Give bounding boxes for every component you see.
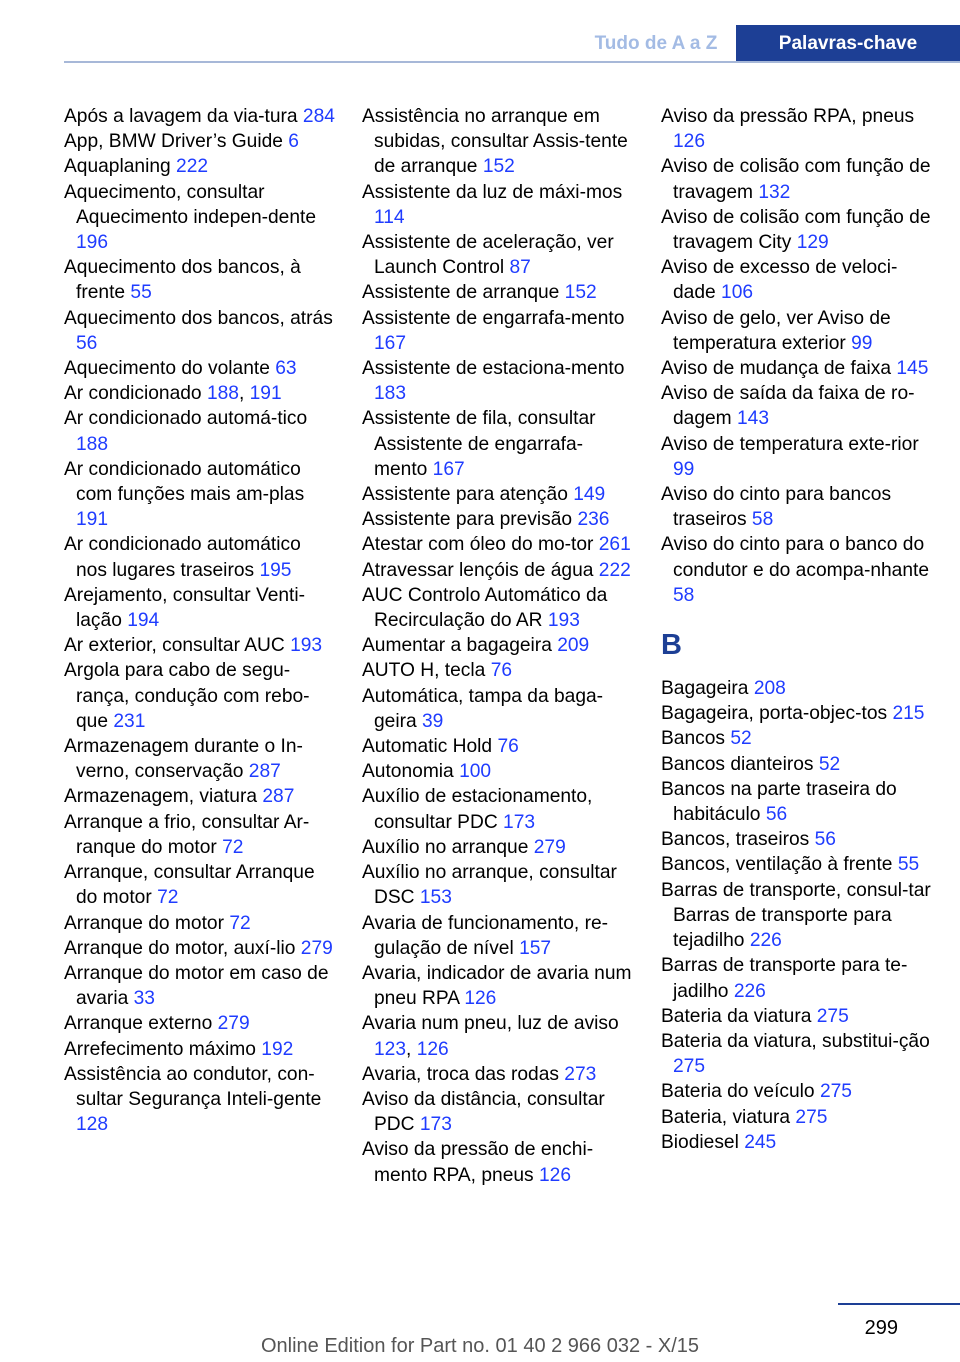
entry-term: Aquecimento, consultar Aquecimento indepen-dente [64,181,317,228]
index-entry [661,676,933,701]
page-link[interactable]: 87 [509,257,531,279]
entry-term: Automática, tampa da baga-geira [362,685,604,732]
index-entry [64,1037,336,1062]
entry-term: Aviso de temperatura exte-rior [661,433,919,455]
index-entry [362,860,634,910]
entry-term: Arranque externo [64,1013,213,1035]
page-link[interactable]: 284 [302,106,335,127]
entry-term: Aviso de saída da faixa de ro-dagem [661,383,915,430]
index-entry [661,852,933,877]
index-entry [64,255,336,305]
index-entry [661,154,933,204]
index-entry [661,953,933,1003]
page-link[interactable]: 99 [851,332,873,354]
entry-term: Aviso de gelo, ver Aviso de temperatura exterior [661,307,891,354]
index-entry [661,482,933,532]
index-entry [661,532,933,608]
page-link[interactable]: 173 [503,811,536,833]
page-link[interactable]: 287 [248,761,281,783]
entry-term: Atestar com óleo do mo-tor [362,534,594,556]
page-link[interactable]: 196 [76,232,109,254]
index-entry [64,936,336,961]
entry-term: Arranque do motor, auxí-lio [64,937,296,959]
index-entry [661,255,933,305]
entry-term: Aviso de excesso de veloci-dade [661,257,898,304]
page-link[interactable]: 191 [76,509,109,531]
page-link[interactable]: 76 [490,660,513,682]
entry-term: Aviso da pressão RPA, pneus [661,106,915,127]
index-entry [64,154,336,179]
entry-term: Argola para cabo de segu-rança, condução com rebo-que [64,660,310,732]
index-entry [661,205,933,255]
index-entry [362,230,634,280]
entry-term: AUC Controlo Automático da Recirculação do AR [362,584,608,632]
page-link[interactable]: 153 [419,887,452,909]
page-link[interactable]: 126 [673,131,706,153]
page-link[interactable]: 275 [673,1056,706,1078]
entry-term: Ar exterior, consultar AUC [64,635,285,657]
page-link[interactable]: 72 [222,836,244,858]
entry-term: Bagageira, porta-objec-tos [661,703,888,725]
page-link[interactable]: 72 [229,912,251,934]
index-entry [362,104,634,180]
page-link[interactable]: 63 [275,358,297,380]
page-link[interactable]: 173 [419,1114,452,1136]
entry-term: Aquecimento dos bancos, à frente [64,257,301,304]
index-entry [661,827,933,852]
index-column-1 [64,104,336,1137]
page-link[interactable]: 52 [730,728,752,750]
page-link[interactable]: 208 [753,678,786,700]
index-entry [362,583,634,633]
entry-term: Bateria do veículo [661,1081,815,1103]
page-link[interactable]: 72 [157,887,179,909]
index-entry [64,911,336,936]
entry-term: Bancos, traseiros [661,829,810,851]
index-entry [64,734,336,784]
index-entry [661,878,933,954]
index-entry [362,482,634,507]
index-entry [362,1087,634,1137]
index-entry [362,835,634,860]
entry-term: Auxílio de estacionamento, consultar PDC [362,786,593,833]
entry-term: App, BMW Driver’s Guide [64,131,283,153]
entry-term: Avaria de funcionamento, re-gulação de nível [362,912,609,959]
entry-term: Bagageira [661,678,749,700]
page-link[interactable]: 126 [416,1038,449,1060]
index-entry [362,180,634,230]
entry-term: Auxílio no arranque [362,836,529,858]
page-link[interactable]: 275 [819,1081,852,1103]
page-link[interactable]: 231 [113,710,146,732]
page-link[interactable]: 191 [249,383,282,405]
page-link[interactable]: 275 [795,1106,828,1128]
footer-rule [838,1303,960,1305]
page-link[interactable]: 215 [892,703,925,725]
entry-term: Arrefecimento máximo [64,1038,256,1060]
page-link[interactable]: 55 [130,282,152,304]
entry-term: Assistente de aceleração, ver Launch Control [362,232,614,279]
entry-term: Arejamento, consultar Venti-lação [64,584,306,632]
page-link[interactable]: 222 [176,156,209,178]
index-entry [64,860,336,910]
page-link[interactable]: 149 [573,484,606,506]
page-link[interactable]: 261 [598,534,631,556]
entry-term: Auxílio no arranque, consultar DSC [362,862,617,909]
tab-tudo-de-a-a-z[interactable]: Tudo de A a Z [594,32,718,54]
page-link[interactable]: 52 [818,753,841,775]
entry-term: Avaria, troca das rodas [362,1063,559,1085]
index-entry [64,129,336,154]
entry-term: Assistente de arranque [362,282,560,304]
entry-term: Avaria, indicador de avaria num pneu RPA [362,962,632,1010]
page-link[interactable]: 167 [432,458,465,480]
entry-term: Automatic Hold [362,736,493,758]
index-entry [362,633,634,658]
index-entry [661,777,933,827]
header-rule [64,61,960,63]
index-entry [661,1029,933,1079]
entry-term: Barras de transporte para te-jadilho [661,955,908,1002]
page-link[interactable]: 114 [374,206,405,228]
index-entry [661,432,933,482]
index-entry [661,1004,933,1029]
page-link[interactable]: 275 [816,1005,849,1027]
entry-term: Assistente para atenção [362,484,568,506]
index-entry [362,961,634,1011]
page-link[interactable]: 123 [374,1038,407,1060]
index-entry [64,457,336,533]
page-link[interactable]: 279 [533,836,566,858]
page-number: 299 [864,1317,898,1339]
entry-term: Arranque do motor em caso de avaria [64,962,329,1010]
index-entry [64,306,336,356]
page-link[interactable]: 279 [300,937,333,959]
page-link[interactable]: 226 [749,930,782,952]
entry-term: Assistente da luz de máxi-mos [362,181,623,203]
entry-term: Aviso de colisão com função de travagem [661,156,931,203]
page-link[interactable]: 143 [737,408,770,430]
entry-term: Arranque, consultar Arranque do motor [64,862,315,909]
entry-term: Ar condicionado automático com funções mais am-plas [64,458,305,506]
page-link[interactable]: 245 [744,1131,777,1153]
page-link[interactable]: 194 [127,610,160,632]
entry-term: Aviso de mudança de faixa [661,358,892,380]
entry-term: Ar condicionado automá-tico [64,408,308,430]
page-link[interactable]: 76 [497,736,519,758]
index-entry [64,104,336,129]
page-link[interactable]: 126 [464,988,497,1010]
index-entry [362,1062,634,1087]
entry-term: Ar condicionado automático nos lugares traseiros [64,534,301,581]
page-link[interactable]: 193 [547,610,580,632]
index-entry [362,684,634,734]
page-link[interactable]: 6 [288,131,299,153]
index-entry [64,180,336,256]
entry-term: Assistente de estaciona-mento [362,358,625,380]
page-link[interactable]: 100 [459,761,492,783]
page-link[interactable]: 99 [673,458,695,480]
entry-term: Atravessar lençóis de água [362,559,594,581]
entry-term: Aquecimento do volante [64,358,270,380]
page-link[interactable]: 273 [564,1063,597,1085]
index-entry [362,280,634,305]
edition-footer: Online Edition for Part no. 01 40 2 966 032 - X/15 [260,1335,700,1357]
entry-term: Arranque do motor [64,912,224,934]
page-link[interactable]: 56 [76,332,98,354]
index-entry [362,1137,634,1187]
page-link[interactable]: 236 [577,509,610,531]
entry-term: Bancos na parte traseira do habitáculo [661,778,897,826]
entry-term: Assistente de fila, consultar Assistente de engarrafa-mento [362,408,596,480]
entry-term: Bancos, ventilação à frente [661,854,893,876]
entry-term: Barras de transporte, consul-tar Barras de transporte para tejadilho [661,879,931,952]
index-entry [661,726,933,751]
page-link[interactable]: 167 [374,332,407,354]
page-link[interactable]: 56 [814,829,836,851]
page-link[interactable]: 287 [262,786,295,808]
page-link[interactable]: 152 [482,156,515,178]
entry-term: Aviso de colisão com função de travagem City [661,206,931,254]
page-link[interactable]: 55 [897,854,920,876]
index-entry [64,356,336,381]
entry-term: Aquaplaning [64,156,171,178]
index-entry [661,1105,933,1130]
page-link[interactable]: 152 [564,282,597,304]
index-column-2 [362,104,634,1188]
page-link[interactable]: 188 [76,433,109,455]
entry-term: Após a lavagem da via-tura [64,106,298,127]
page-link[interactable]: 58 [673,584,695,606]
page-link[interactable]: 195 [259,559,292,581]
page-link[interactable]: 209 [557,635,590,657]
entry-term: Arranque a frio, consultar Ar-ranque do motor [64,811,310,858]
index-entry [362,784,634,834]
page-link[interactable]: 183 [374,383,407,405]
entry-term: Avaria num pneu, luz de aviso [362,1013,619,1035]
index-entry [64,784,336,809]
page-link[interactable]: 128 [76,1114,109,1136]
index-entry [362,759,634,784]
entry-term: Bateria da viatura, substitui-ção [661,1030,930,1052]
index-entry [64,1011,336,1036]
page-link[interactable]: 222 [598,559,631,581]
index-entry [362,558,634,583]
page-link[interactable]: 192 [261,1038,294,1060]
tab-palavras-chave[interactable]: Palavras-chave [736,25,960,62]
index-entry [362,507,634,532]
index-column-3 [661,104,933,1155]
entry-term: Bateria, viatura [661,1106,791,1128]
index-entry [661,356,933,381]
entry-term: Aviso do cinto para bancos traseiros [661,484,892,531]
page-link[interactable]: 106 [721,282,754,304]
page-link[interactable]: 33 [133,988,155,1010]
entry-term: Autonomia [362,761,454,783]
entry-term: Assistência no arranque em subidas, consultar Assis-tente de arranque [362,106,628,178]
entry-term: Bancos dianteiros [661,753,814,775]
index-entry [64,583,336,633]
index-entry [661,752,933,777]
index-entry [362,306,634,356]
index-entry [64,810,336,860]
entry-term: Armazenagem durante o In-verno, conservação [64,736,303,783]
entry-term: Aviso da distância, consultar PDC [362,1088,605,1136]
index-entry [362,734,634,759]
page-link[interactable]: 132 [758,181,791,203]
page-link[interactable]: 226 [733,980,766,1002]
index-entry [661,701,933,726]
index-entry [64,1062,336,1138]
entry-term: Assistente de engarrafa-mento [362,307,625,329]
page-link[interactable]: 39 [422,710,444,732]
entry-term: Aquecimento dos bancos, atrás [64,307,333,329]
index-entry [661,1079,933,1104]
index-entry [64,406,336,456]
index-entry [362,911,634,961]
page-link[interactable]: 188 [206,383,239,405]
entry-term: Assistência ao condutor, con-sultar Segurança Inteli-gente [64,1063,322,1110]
page-link[interactable]: 56 [765,804,788,826]
index-section-letter: B [661,629,682,662]
page-link[interactable]: 145 [896,358,929,380]
entry-term: Aviso da pressão de enchi-mento RPA, pneus [362,1139,594,1186]
index-entry [64,532,336,582]
index-entry [661,381,933,431]
index-entry [362,406,634,482]
page-link[interactable]: 58 [751,509,774,531]
page-link[interactable]: 129 [796,232,829,254]
index-entry [64,633,336,658]
entry-term: Ar condicionado [64,383,202,405]
index-entry [661,306,933,356]
index-entry [362,532,634,557]
header-tabs [576,25,960,62]
page-link[interactable]: 157 [519,937,552,959]
entry-term: Biodiesel [661,1131,739,1153]
index-entry [64,658,336,734]
index-entry [661,104,933,154]
entry-term: Assistente para previsão [362,509,573,531]
entry-term: Bateria da viatura [661,1005,812,1027]
entry-term: Bancos [661,728,725,750]
index-entry: Avaria num pneu, luz de aviso 123, 126 [362,1013,619,1060]
entry-term: Aumentar a bagageira [362,635,552,657]
page-link[interactable]: 126 [538,1164,571,1186]
page-link[interactable]: 193 [290,635,323,657]
index-entry: Ar condicionado 188, 191 [64,383,282,405]
index-entry [661,1130,933,1155]
entry-term: AUTO H, tecla [362,660,486,682]
entry-term: Aviso do cinto para o banco do condutor e do acompa-nhante [661,534,930,581]
index-entry [362,658,634,683]
index-entry [64,961,336,1011]
entry-term: Armazenagem, viatura [64,786,258,808]
page-link[interactable]: 279 [217,1013,250,1035]
index-entry [362,356,634,406]
